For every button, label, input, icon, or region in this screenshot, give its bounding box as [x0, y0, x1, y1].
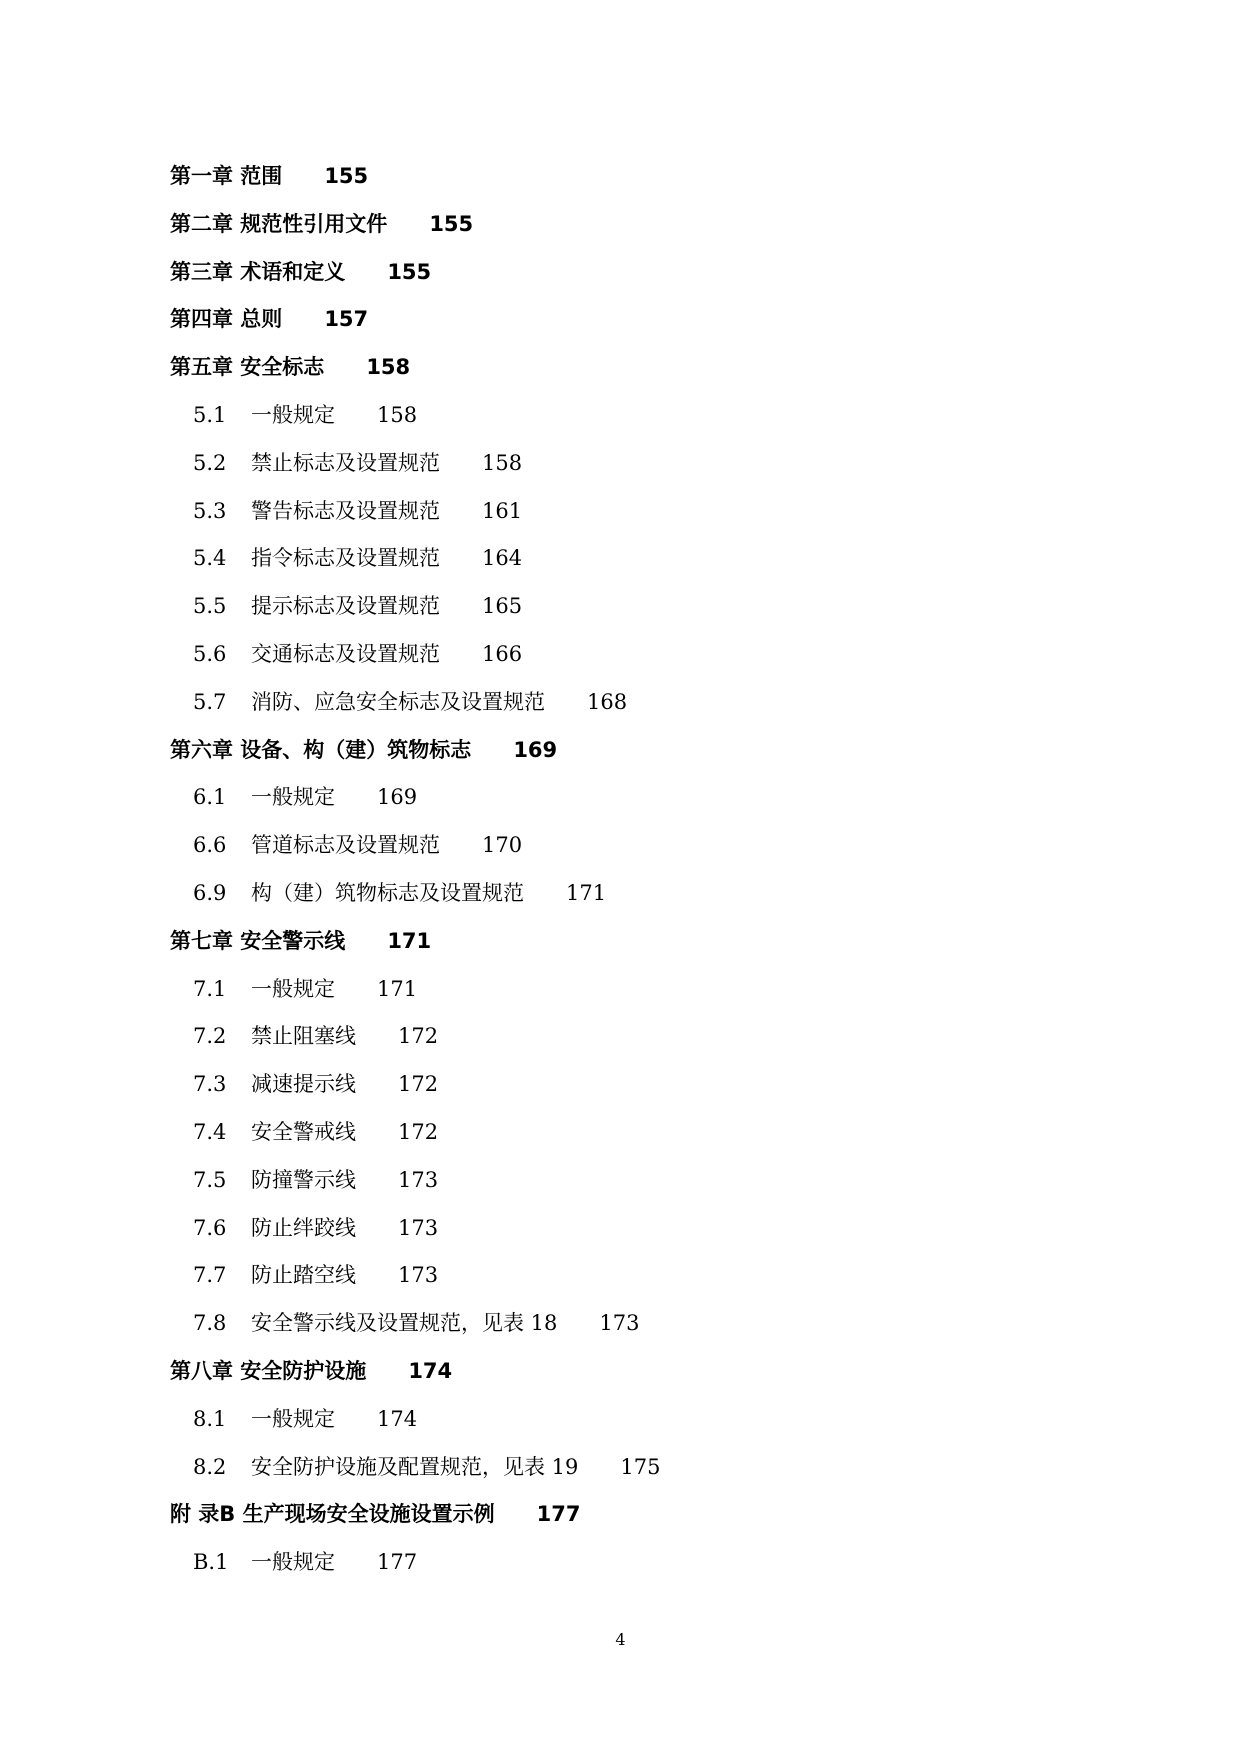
toc-entry-label: 第一章 范围	[170, 164, 283, 188]
toc-entry-label: 管道标志及设置规范	[251, 833, 440, 858]
toc-section-number: 7.3	[193, 1072, 227, 1097]
toc-entry-page: 155	[429, 211, 474, 236]
toc-entry-page: 172	[398, 1024, 439, 1049]
toc-entry-label: 附 录B 生产现场安全设施设置示例	[170, 1502, 495, 1527]
toc-entry-label: 防撞警示线	[251, 1167, 356, 1192]
toc-entry-page: 158	[377, 402, 418, 427]
toc-entry-page: 158	[482, 450, 523, 475]
toc-entry-label: 第三章 术语和定义	[170, 259, 346, 284]
toc-section-number: 5.1	[193, 402, 227, 427]
toc-entry-label: 防止绊跤线	[251, 1215, 356, 1240]
toc-entry-page: 166	[482, 641, 523, 666]
toc-section-7-7[interactable]	[0, 1252, 1241, 1300]
toc-chapter-5[interactable]	[0, 344, 1241, 392]
toc-entry-label: 一般规定	[251, 402, 335, 427]
toc-entry-label: 减速提示线	[251, 1072, 356, 1097]
toc-entry-label: 一般规定	[251, 1550, 335, 1575]
toc-entry-label: 交通标志及设置规范	[251, 641, 440, 666]
toc-entry-label: 禁止阻塞线	[251, 1024, 356, 1049]
toc-chapter-6[interactable]	[0, 727, 1241, 775]
toc-entry-label: 一般规定	[251, 976, 335, 1001]
toc-section-5-1[interactable]	[0, 392, 1241, 440]
toc-section-number: 5.6	[193, 641, 227, 666]
toc-entry-page: 173	[398, 1167, 439, 1192]
toc-section-6-1[interactable]	[0, 774, 1241, 822]
toc-entry-page: 171	[387, 928, 432, 953]
toc-section-number: 7.8	[193, 1311, 227, 1336]
toc-entry-label: 警告标志及设置规范	[251, 498, 440, 523]
toc-section-number: B.1	[193, 1550, 229, 1575]
toc-entry-page: 165	[482, 594, 523, 619]
toc-section-7-6[interactable]	[0, 1205, 1241, 1253]
toc-entry-label: 一般规定	[251, 1406, 335, 1431]
toc-entry-page: 164	[482, 546, 523, 571]
toc-section-6-6[interactable]	[0, 822, 1241, 870]
toc-section-5-5[interactable]	[0, 583, 1241, 631]
toc-chapter-1[interactable]	[0, 153, 1241, 201]
toc-entry-label: 消防、应急安全标志及设置规范	[251, 689, 545, 714]
toc-entry-label: 指令标志及设置规范	[251, 546, 440, 571]
toc-section-number: 6.6	[193, 833, 227, 858]
toc-entry-label: 第八章 安全防护设施	[170, 1358, 367, 1383]
toc-entry-page: 173	[398, 1215, 439, 1240]
toc-entry-label: 安全警戒线	[251, 1119, 356, 1144]
toc-section-number: 6.1	[193, 785, 227, 810]
toc-section-number: 8.2	[193, 1454, 227, 1479]
toc-entry-page: 177	[536, 1502, 581, 1527]
toc-section-number: 5.3	[193, 498, 227, 523]
toc-section-number: 5.2	[193, 450, 227, 475]
toc-section-number: 7.5	[193, 1167, 227, 1192]
toc-entry-label: 提示标志及设置规范	[251, 594, 440, 619]
toc-section-5-4[interactable]	[0, 535, 1241, 583]
toc-entry-page: 157	[324, 307, 369, 332]
toc-entry-page: 174	[377, 1406, 418, 1431]
toc-section-b-1[interactable]	[0, 1539, 1241, 1587]
toc-entry-page: 173	[599, 1311, 640, 1336]
toc-section-7-8[interactable]	[0, 1300, 1241, 1348]
toc-section-5-2[interactable]	[0, 440, 1241, 488]
toc-section-7-3[interactable]	[0, 1061, 1241, 1109]
toc-section-6-9[interactable]	[0, 870, 1241, 918]
toc-entry-page: 173	[398, 1263, 439, 1288]
toc-entry-page: 171	[566, 880, 607, 905]
toc-entry-label: 第七章 安全警示线	[170, 928, 346, 953]
toc-entry-label: 安全警示线及设置规范，见表 18	[251, 1311, 558, 1336]
toc-appendix-b[interactable]	[0, 1491, 1241, 1539]
toc-section-number: 7.6	[193, 1215, 227, 1240]
toc-section-7-1[interactable]	[0, 966, 1241, 1014]
toc-entry-page: 175	[620, 1454, 661, 1479]
toc-entry-label: 第六章 设备、构（建）筑物标志	[170, 737, 472, 762]
toc-entry-page: 177	[377, 1550, 418, 1575]
toc-entry-label: 构（建）筑物标志及设置规范	[251, 880, 524, 905]
toc-entry-page: 161	[482, 498, 523, 523]
toc-section-8-1[interactable]	[0, 1396, 1241, 1444]
toc-section-number: 7.7	[193, 1263, 227, 1288]
toc-section-7-4[interactable]	[0, 1109, 1241, 1157]
table-of-contents	[0, 153, 1241, 1587]
toc-entry-page: 172	[398, 1072, 439, 1097]
toc-chapter-8[interactable]	[0, 1348, 1241, 1396]
toc-chapter-7[interactable]	[0, 918, 1241, 966]
toc-entry-label: 安全防护设施及配置规范，见表 19	[251, 1454, 579, 1479]
toc-entry-page: 172	[398, 1119, 439, 1144]
toc-entry-label: 第四章 总则	[170, 307, 283, 332]
toc-chapter-2[interactable]	[0, 201, 1241, 249]
page-number: 4	[615, 1630, 626, 1649]
toc-section-number: 8.1	[193, 1406, 227, 1431]
toc-entry-page: 158	[366, 355, 411, 380]
toc-section-7-5[interactable]	[0, 1157, 1241, 1205]
toc-entry-label: 禁止标志及设置规范	[251, 450, 440, 475]
toc-entry-page: 169	[377, 785, 418, 810]
toc-section-number: 7.4	[193, 1119, 227, 1144]
toc-entry-page: 171	[377, 976, 418, 1001]
toc-section-5-7[interactable]	[0, 679, 1241, 727]
toc-section-number: 5.7	[193, 689, 227, 714]
toc-section-number: 7.2	[193, 1024, 227, 1049]
toc-entry-label: 第二章 规范性引用文件	[170, 211, 388, 236]
toc-chapter-3[interactable]	[0, 249, 1241, 297]
toc-section-5-3[interactable]	[0, 488, 1241, 536]
toc-section-number: 6.9	[193, 880, 227, 905]
toc-section-number: 5.4	[193, 546, 227, 571]
toc-section-7-2[interactable]	[0, 1013, 1241, 1061]
toc-entry-page: 155	[324, 164, 369, 188]
toc-entry-page: 169	[513, 737, 558, 762]
toc-entry-label: 防止踏空线	[251, 1263, 356, 1288]
toc-section-8-2[interactable]	[0, 1444, 1241, 1492]
toc-section-number: 7.1	[193, 976, 227, 1001]
toc-entry-page: 168	[587, 689, 628, 714]
toc-chapter-4[interactable]	[0, 296, 1241, 344]
toc-section-number: 5.5	[193, 594, 227, 619]
toc-section-5-6[interactable]	[0, 631, 1241, 679]
toc-entry-page: 170	[482, 833, 523, 858]
toc-entry-label: 第五章 安全标志	[170, 355, 325, 380]
toc-entry-page: 174	[408, 1358, 453, 1383]
toc-entry-page: 155	[387, 259, 432, 284]
toc-entry-label: 一般规定	[251, 785, 335, 810]
